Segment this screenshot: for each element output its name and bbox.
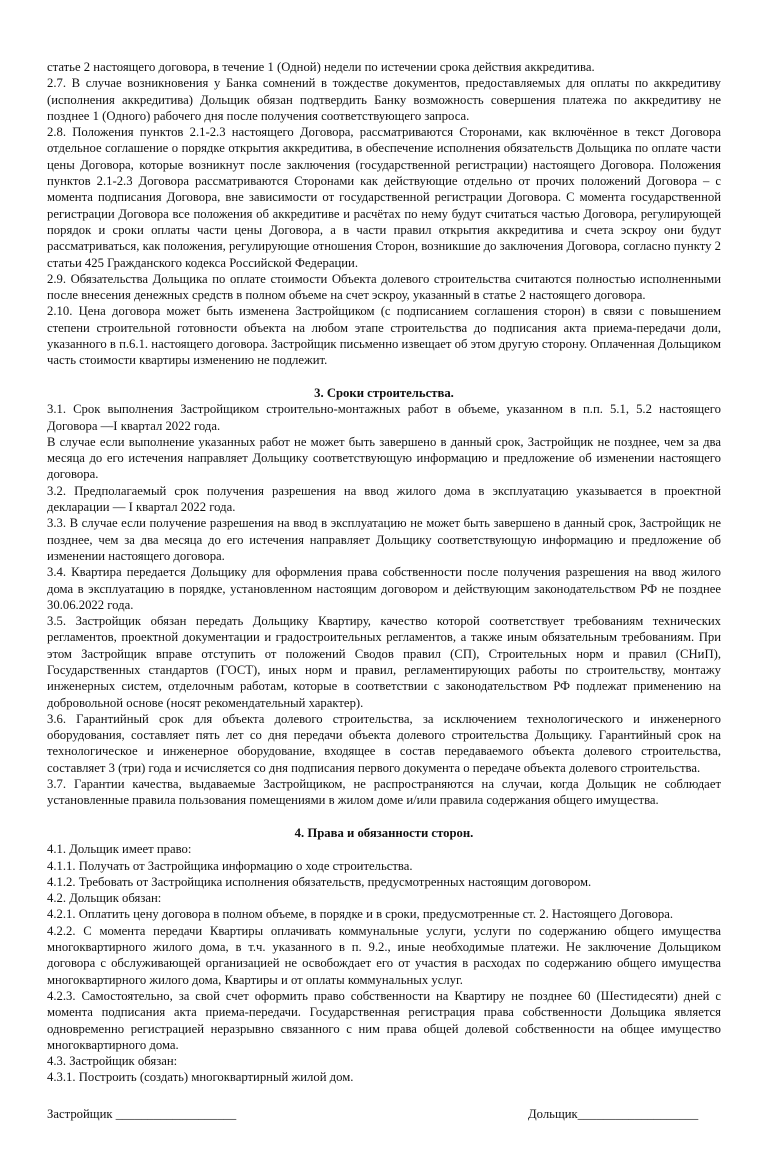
clause-paragraph: 3.2. Предполагаемый срок получения разрешения на ввод жилого дома в эксплуатацию указывается в проектной декларации — I квартал 2022 года. bbox=[47, 483, 721, 515]
clause-paragraph: 2.8. Положения пунктов 2.1-2.3 настоящего Договора, рассматриваются Сторонами, как включённое в текст Договора отдельное соглашение о порядке открытия аккредитива, в обеспечение исполнения обязательств Дольщика по оплате части цены Договора, которые возникнут после заключения (государственной регистрации) настоящего Договора. Положения пунктов 2.1-2.3 Договора рассматриваются Сторонами как действующие отдельно от прочих положений Договора – с момента подписания Договора, вне зависимости от государственной регистрации Договора. С момента государственной регистрации Договора все положения об аккредитиве и расчётах по нему будут считаться частью Договора, регулирующей порядок и сроки оплаты части цены Договора, а в части правил открытия аккредитива и счета эскроу они будут рассматриваться, как положения, регулирующие отношения Сторон, возникшие до заключения Договора, согласно пункту 2 статьи 425 Гражданского кодекса Российской Федерации. bbox=[47, 125, 721, 270]
clause-paragraph: 3.3. В случае если получение разрешения на ввод в эксплуатацию не может быть завершено в данный срок, Застройщик не позднее, чем за два месяца до его истечения направляет Дольщику соответствующую информацию и предложение об изменении настоящего договора. bbox=[47, 516, 721, 563]
clause-paragraph: статье 2 настоящего договора, в течение 1 (Одной) недели по истечении срока действия аккредитива. bbox=[47, 60, 595, 74]
clause-paragraph: 4.1.1. Получать от Застройщика информацию о ходе строительства. bbox=[47, 858, 413, 873]
document-body bbox=[47, 59, 721, 1086]
clause-paragraph: 4.2.1. Оплатить цену договора в полном объеме, в порядке и в сроки, предусмотренные ст. 2. Настоящего Договора. bbox=[47, 907, 674, 922]
section-heading: 3. Сроки строительства. bbox=[314, 385, 454, 400]
clause-paragraph: 4.3. Застройщик обязан: bbox=[47, 1054, 178, 1069]
clause-paragraph: 3.6. Гарантийный срок для объекта долевого строительства, за исключением технологического и инженерного оборудования, составляет пять лет со дня передачи объекта долевого строительства Дольщику. Гарантийный срок на технологическое и инженерное оборудование, входящее в состав передаваемого объекта долевого строительства, составляет 3 (три) года и исчисляется со дня подписания первого документа о передаче объекта долевого строительства. bbox=[47, 711, 721, 775]
clause-paragraph: 2.7. В случае возникновения у Банка сомнений в тождестве документов, предоставляемых для оплаты по аккредитиву (исполнения аккредитива) Дольщик обязан подтвердить Банку возможность совершения платежа по аккредитиву не позднее 1 (Одного) рабочего дня после получения соответствующего запроса. bbox=[47, 76, 721, 123]
clause-paragraph: 4.1. Дольщик имеет право: bbox=[47, 842, 192, 857]
clause-paragraph: 4.2.2. С момента передачи Квартиры оплачивать коммунальные услуги, услуги по содержанию общего имущества многоквартирного жилого дома, в т.ч. указанного в п. 9.2., иные необходимые платежи. Не заключение Дольщиком договора с обслуживающей организацией не освобождает его от участия в расходах по содержанию общего имущества многоквартирного жилого дома, Квартиры и от оплаты коммунальных услуг. bbox=[47, 923, 721, 987]
clause-paragraph: 3.4. Квартира передается Дольщику для оформления права собственности после получения разрешения на ввод жилого дома в эксплуатацию в порядке, установленном настоящим договором и действующим законодательством РФ не позднее 30.06.2022 года. bbox=[47, 565, 721, 612]
clause-paragraph: 3.5. Застройщик обязан передать Дольщику Квартиру, качество которой соответствует требованиям технических регламентов, проектной документации и градостроительных регламентов, а также иным обязательным требованиям. При этом Застройщик вправе отступить от положений Сводов правил (СП), Строительных норм и правил (СНиП), Государственных стандартов (ГОСТ), иных норм и правил, регламентирующих работы по строительству, монтажу инженерных систем, отделочным работам, которые в соответствии с законодательством РФ подлежат применению на добровольной основе (носят рекомендательный характер). bbox=[47, 614, 721, 710]
clause-paragraph: 3.1. Срок выполнения Застройщиком строительно-монтажных работ в объеме, указанном в п.п. 5.1, 5.2 настоящего Договора —I квартал 2022 года. bbox=[47, 402, 721, 433]
signature-row bbox=[47, 1106, 721, 1124]
section-heading: 4. Права и обязанности сторон. bbox=[294, 825, 474, 840]
clause-paragraph: 2.9. Обязательства Дольщика по оплате стоимости Объекта долевого строительства считаются полностью исполненными после внесения денежных средств в полном объеме на счет эскроу, указанный в статье 2 настоящего договора. bbox=[47, 271, 721, 303]
clause-paragraph: 2.10. Цена договора может быть изменена Застройщиком (с подписанием соглашения сторон) в связи с повышением степени строительной готовности объекта на любом этапе строительства до подписания акта приема-передачи доли, указанного в п.6.1. настоящего договора. Застройщик письменно извещает об этом другую сторону. Оплаченная Дольщиком часть стоимости квартиры изменению не подлежит. bbox=[47, 304, 721, 368]
developer-signature-line: Застройщик ___________________ bbox=[47, 1106, 237, 1121]
clause-paragraph: 4.2. Дольщик обязан: bbox=[47, 891, 162, 906]
shareholder-signature-line: Дольщик___________________ bbox=[528, 1106, 699, 1121]
clause-paragraph: 4.1.2. Требовать от Застройщика исполнения обязательств, предусмотренных настоящим договором. bbox=[47, 874, 592, 889]
clause-paragraph: В случае если выполнение указанных работ не может быть завершено в данный срок, Застройщик не позднее, чем за два месяца до его истечения направляет Дольщику соответствующую информацию и предложение об изменении настоящего договора. bbox=[47, 434, 721, 482]
clause-paragraph: 3.7. Гарантии качества, выдаваемые Застройщиком, не распространяются на случаи, когда Дольщик не соблюдает установленные правила пользования помещениями в жилом доме и/или правила содержания общего имущества. bbox=[47, 777, 721, 808]
clause-paragraph: 4.2.3. Самостоятельно, за свой счет оформить право собственности на Квартиру не позднее 60 (Шестидесяти) дней с момента подписания акта приема-передачи. Государственная регистрация права собственности Дольщика является одновременно регистрацией неразрывно связанного с ним права общей долевой собственности на общее имущество многоквартирного дома. bbox=[47, 988, 721, 1052]
clause-paragraph: 4.3.1. Построить (создать) многоквартирный жилой дом. bbox=[47, 1070, 354, 1085]
